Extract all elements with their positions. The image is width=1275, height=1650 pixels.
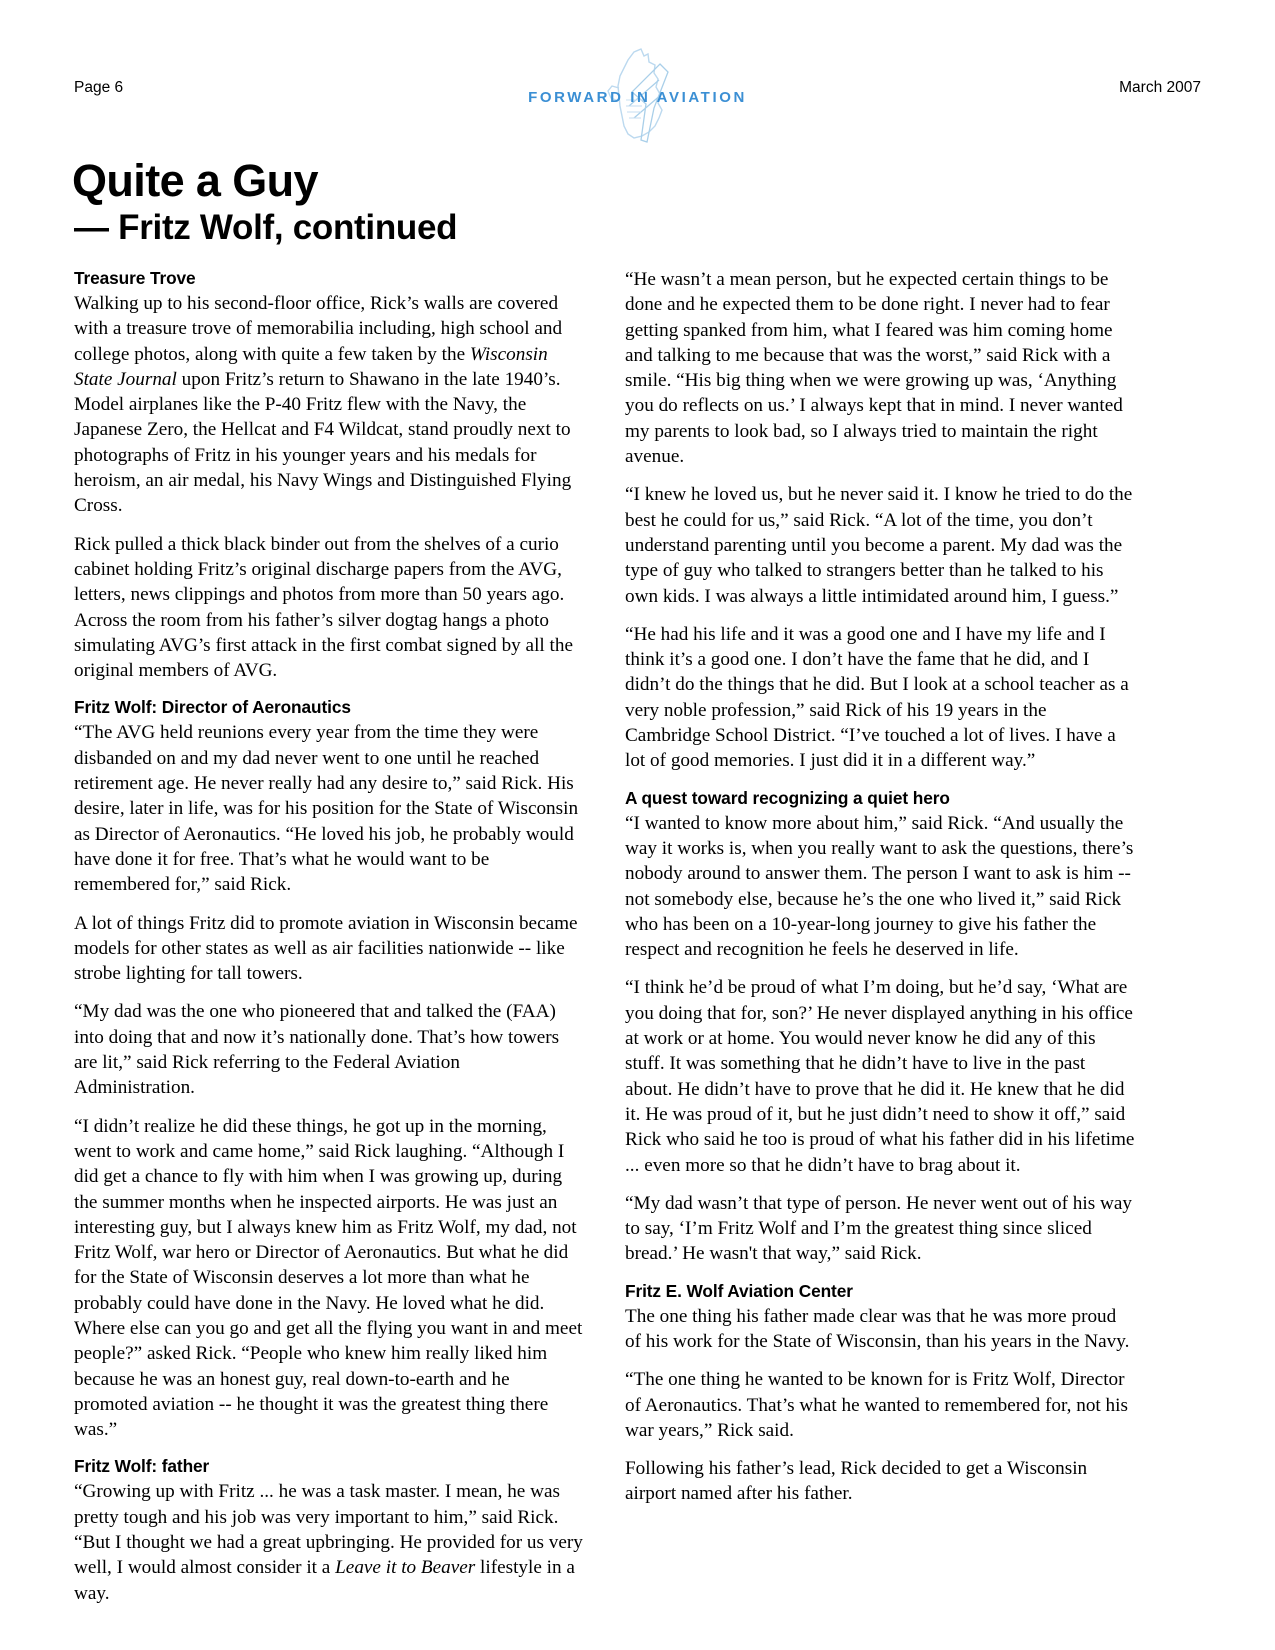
headline-sub: — Fritz Wolf, continued bbox=[74, 208, 458, 247]
paragraph: Rick pulled a thick black binder out from the shelves of a curio cabinet holding Fritz’s original discharge papers from the AVG, letters, news clippings and photos from more than 50 years ago. Across the room from his father’s silver dogtag hangs a photo simulating AVG’s first attack in the first combat signed by all the original members of AVG. bbox=[74, 533, 573, 682]
page-number: Page 6 bbox=[74, 79, 124, 96]
masthead-logo bbox=[508, 46, 768, 156]
paragraph: “I think he’d be proud of what I’m doing, but he’d say, ‘What are you doing that for, son?’ He never displayed anything in his office at work or at home. You would never know he did any of this stuff. It was something that he didn’t have to live in the past about. He didn’t have to prove that he did it. He knew that he did it. He was proud of it, but he just didn’t need to show it off,” said Rick who said he too is proud of what his father did in his lifetime ... even more so that he didn’t have to brag about it. bbox=[625, 977, 1135, 1176]
paragraph bbox=[74, 1479, 584, 1605]
paragraph: “He had his life and it was a good one and I have my life and I think it’s a good one. I don’t have the fame that he did, and I didn’t do the things that he did. But I look at a school teacher as a very noble profession,” said Rick of his 19 years in the Cambridge School District. “I’ve touched a lot of lives. I have a lot of good memories. I just did it in a different way.” bbox=[625, 623, 1129, 772]
section-heading-aviation-center: Fritz E. Wolf Aviation Center bbox=[625, 1280, 853, 1301]
paragraph: “I didn’t realize he did these things, he got up in the morning, went to work and came home,” said Rick laughing. “Although I did get a chance to fly with him when I was growing up, during the summer months when he inspected airports. He was just an interesting guy, but I always knew him as Fritz Wolf, my dad, not Fritz Wolf, war hero or Director of Aeronautics. But what he did for the State of Wisconsin deserves a lot more than what he probably could have done in the Navy. He loved what he did. Where else can you go and get all the flying you want in and meet people?” asked Rick. “People who knew him really liked him because he was an honest guy, real down-to-earth and he promoted aviation -- he thought it was the greatest thing there was.” bbox=[74, 1115, 583, 1441]
paragraph: “The one thing he wanted to be known for is Fritz Wolf, Director of Aeronautics. That’s what he wanted to remembered for, not his war years,” Rick said. bbox=[625, 1369, 1128, 1441]
paragraph: A lot of things Fritz did to promote aviation in Wisconsin became models for other states as well as air facilities nationwide -- like strobe lighting for tall towers. bbox=[74, 912, 578, 985]
running-head bbox=[74, 78, 1201, 118]
right-column bbox=[625, 267, 1135, 1507]
section-heading-treasure-trove: Treasure Trove bbox=[74, 268, 196, 288]
publication-title: Wisconsin State Journal bbox=[74, 343, 548, 390]
paragraph: “I wanted to know more about him,” said Rick. “And usually the way it works is, when you really want to ask the questions, there’s nobody around to answer them. The person I want to ask is him -- not somebody else, because he’s the one who lived it,” said Rick who has been on a 10-year-long journey to give his father the respect and recognition he feels he deserved in life. bbox=[625, 812, 1134, 961]
paragraph: “My dad wasn’t that type of person. He never went out of his way to say, ‘I’m Fritz Wolf and I’m the greatest thing since sliced bread.’ He wasn't that way,” said Rick. bbox=[625, 1192, 1132, 1265]
section-heading-father: Fritz Wolf: father bbox=[74, 1456, 210, 1477]
paragraph-text: lifestyle in a way. bbox=[74, 1557, 575, 1604]
paragraph: The one thing his father made clear was that he was more proud of his work for the State of Wisconsin, than his years in the Navy. bbox=[625, 1305, 1130, 1352]
masthead-title: FORWARD IN AVIATION bbox=[528, 89, 747, 106]
article-headline bbox=[72, 156, 772, 250]
article-body bbox=[74, 267, 1202, 1606]
paragraph-text: upon Fritz’s return to Shawano in the late 1940’s. Model airplanes like the P-40 Fritz flew with the Navy, the Japanese Zero, the Hellcat and F4 Wildcat, stand proudly next to photographs of Fritz in his younger years and his medals for heroism, an air medal, his Navy Wings and Distinguished Flying Cross. bbox=[74, 368, 572, 517]
paragraph: “The AVG held reunions every year from the time they were disbanded on and my dad never went to one until he reached retirement age. He never really had any desire to,” said Rick. His desire, later in life, was for his position for the State of Wisconsin as Director of Aeronautics. “He loved his job, he probably would have done it for free. That’s what he would want to be remembered for,” said Rick. bbox=[74, 722, 579, 896]
tv-show-title: Leave it to Beaver bbox=[335, 1557, 476, 1579]
left-column bbox=[74, 267, 584, 1606]
paragraph-text: Walking up to his second-floor office, Rick’s walls are covered with a treasure trove of memorabilia including, high school and college photos, along with quite a few taken by the bbox=[74, 293, 563, 365]
headline-main: Quite a Guy bbox=[72, 155, 318, 206]
paragraph: Following his father’s lead, Rick decided to get a Wisconsin airport named after his father. bbox=[625, 1458, 1088, 1505]
issue-date: March 2007 bbox=[1119, 79, 1201, 96]
section-heading-quiet-hero: A quest toward recognizing a quiet hero bbox=[625, 787, 950, 808]
paragraph-text: “Growing up with Fritz ... he was a task master. I mean, he was pretty tough and his job was very important to him,” said Rick. “But I thought we had a great upbringing. He provided for us very well, I would almost consider it a bbox=[74, 1481, 583, 1579]
paragraph: “I knew he loved us, but he never said it. I know he tried to do the best he could for us,” said Rick. “A lot of the time, you don’t understand parenting until you become a parent. My dad was the type of guy who talked to strangers better than he talked to his own kids. I was always a little intimidated around him, I guess.” bbox=[625, 484, 1133, 607]
section-heading-director-of-aeronautics: Fritz Wolf: Director of Aeronautics bbox=[74, 697, 351, 718]
paragraph: “My dad was the one who pioneered that and talked the (FAA) into doing that and now it’s nationally done. That’s how towers are lit,” said Rick referring to the Federal Aviation Administration. bbox=[74, 1001, 560, 1099]
paragraph bbox=[74, 291, 584, 519]
paragraph: “He wasn’t a mean person, but he expected certain things to be done and he expected them to be done right. I never had to fear getting spanked from him, what I feared was him coming home and talking to me because that was the worst,” said Rick with a smile. “His big thing when we were growing up was, ‘Anything you do reflects on us.’ I always kept that in mind. I never wanted my parents to look bad, so I always tried to maintain the right avenue. bbox=[625, 269, 1123, 468]
